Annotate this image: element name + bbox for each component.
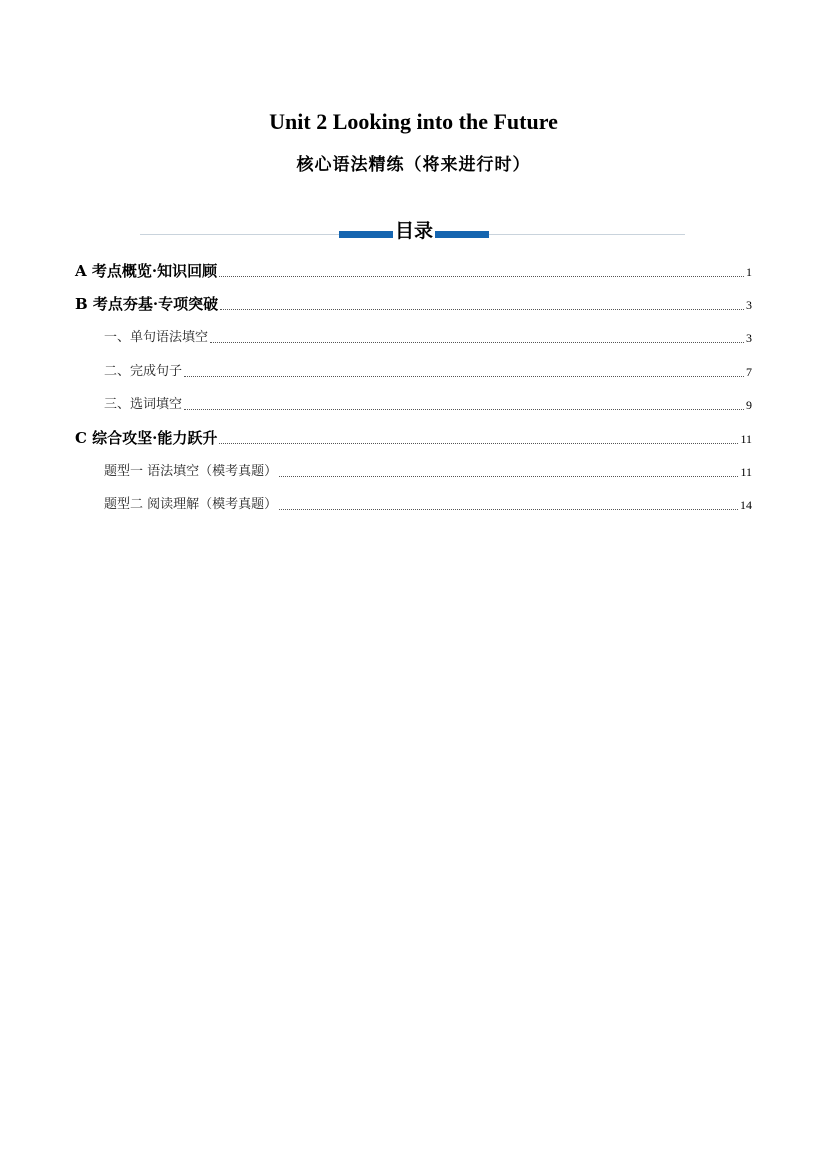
toc-entry-page: 11	[740, 465, 752, 479]
toc-entry[interactable]	[75, 491, 752, 515]
toc-entry-page: 9	[746, 398, 752, 412]
toc-leader-dots	[210, 341, 744, 343]
toc-entry-label: C 综合攻坚·能力跃升	[75, 429, 218, 447]
toc-entry-label: 二、完成句子	[104, 364, 183, 379]
toc-entry-label: 题型二 阅读理解（模考真题）	[104, 497, 278, 512]
toc-leader-dots	[184, 408, 744, 410]
toc-entry-label: 一、单句语法填空	[104, 330, 209, 345]
toc-heading-bar-right	[435, 231, 489, 238]
toc-entry[interactable]	[75, 391, 752, 415]
toc-leader-dots	[279, 508, 738, 510]
toc-entry-page: 1	[746, 265, 752, 279]
toc-entry-label: 三、选词填空	[104, 397, 183, 412]
toc-entry[interactable]	[75, 358, 752, 382]
toc-heading: 目录	[394, 220, 433, 242]
document-title: Unit 2 Looking into the Future	[269, 109, 558, 134]
toc-entry[interactable]	[75, 458, 752, 482]
toc-leader-dots	[220, 308, 744, 310]
toc-entry-page: 11	[740, 432, 752, 446]
toc-entry-page: 3	[746, 331, 752, 345]
toc-leader-dots	[219, 442, 738, 444]
toc-entry-label: B 考点夯基·专项突破	[75, 295, 219, 313]
toc-heading-banner	[140, 218, 685, 246]
toc-leader-dots	[219, 275, 744, 277]
toc-entry-page: 3	[746, 298, 752, 312]
toc-leader-dots	[279, 475, 738, 477]
toc-entry[interactable]	[75, 291, 752, 315]
toc-leader-dots	[184, 375, 744, 377]
toc-entry-label: 题型一 语法填空（模考真题）	[104, 464, 278, 479]
toc-heading-bar-left	[339, 231, 393, 238]
toc-entry[interactable]	[75, 324, 752, 348]
toc-entry[interactable]	[75, 425, 752, 449]
toc-entry[interactable]	[75, 258, 752, 282]
toc-entry-page: 14	[740, 498, 752, 512]
toc-entry-label: A 考点概览·知识回顾	[75, 262, 218, 280]
toc-entry-page: 7	[746, 365, 752, 379]
document-subtitle: 核心语法精练（将来进行时）	[296, 155, 531, 175]
